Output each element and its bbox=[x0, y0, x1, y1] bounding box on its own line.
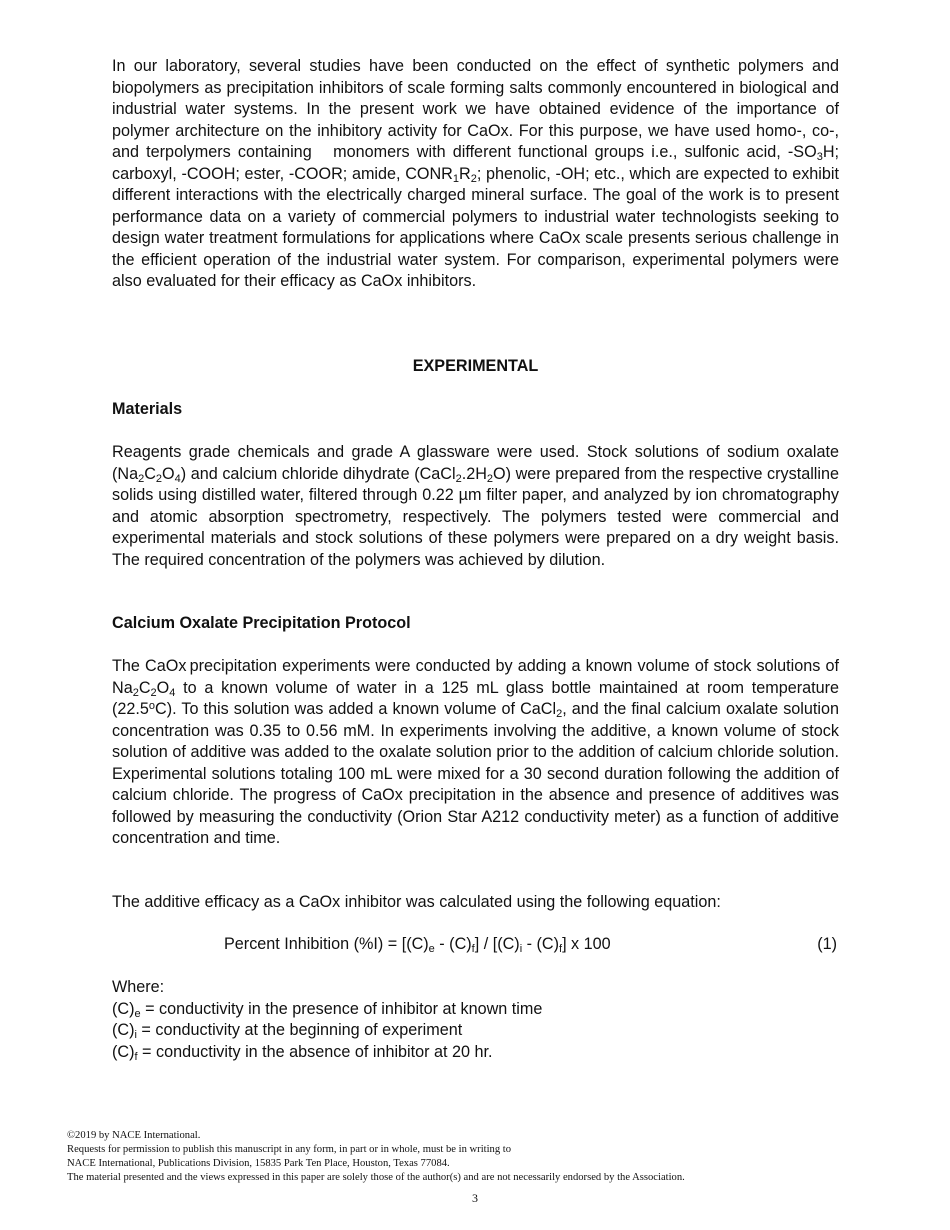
materials-text-1: Reagents grade chemicals and grade A glassware were used. Stock solutions of sodium oxalate (Na bbox=[112, 443, 839, 483]
definition-ce-sub: e bbox=[134, 1007, 141, 1020]
equation-sub-e: e bbox=[428, 942, 435, 955]
definition-ci-sub: i bbox=[134, 1028, 137, 1041]
intro-text-4: ; phenolic, -OH; etc., which are expected to exhibit different interactions with the electrically charged mineral surface. The goal of the work is to present performance data on a variety of commercial polymers to industrial water technologists seeking to design water treatment formulations for applications where CaOx scale presents serious challenge in the efficient operation of the industrial water system. For comparison, experimental polymers were also evaluated for their efficacy as CaOx inhibitors. bbox=[112, 164, 839, 290]
materials-text-3: O bbox=[162, 464, 175, 483]
intro-sub-2: 2 bbox=[470, 172, 477, 185]
materials-sub-1: 2 bbox=[138, 472, 145, 485]
materials-paragraph bbox=[112, 442, 839, 571]
equation-part-3: ] / [(C) bbox=[474, 935, 520, 953]
efficacy-sentence: The additive efficacy as a CaOx inhibitor was calculated using the following equation: bbox=[112, 893, 721, 911]
intro-paragraph bbox=[112, 56, 839, 293]
protocol-sub-1: 2 bbox=[132, 686, 139, 699]
definition-ce bbox=[112, 999, 542, 1021]
footer-disclaimer: The material presented and the views expressed in this paper are solely those of the author(s) and are not necessarily endorsed by the Association. bbox=[67, 1172, 685, 1183]
equation-number: (1) bbox=[817, 935, 837, 953]
definition-cf bbox=[112, 1042, 493, 1064]
footer-copyright: ©2019 by NACE International. bbox=[67, 1130, 201, 1141]
where-label: Where: bbox=[112, 978, 165, 996]
materials-text-4: ) and calcium chloride dihydrate (CaCl bbox=[180, 464, 456, 483]
equation-sub-i: i bbox=[519, 942, 523, 955]
materials-sub-2: 2 bbox=[155, 472, 163, 485]
protocol-text-5: C). To this solution was added a known volume of CaCl bbox=[155, 700, 557, 718]
footer-address: NACE International, Publications Division, 15835 Park Ten Place, Houston, Texas 77084. bbox=[67, 1158, 450, 1169]
protocol-heading: Calcium Oxalate Precipitation Protocol bbox=[112, 614, 411, 632]
protocol-text-6: , and the final calcium oxalate solution concentration was 0.35 to 0.56 mM. In experiments involving the additive, a known volume of stock solution of additive was added to the oxalate solution prior to the addition of calcium chloride solution. Experimental solutions totaling 100 mL were mixed for a 30 second duration following the addition of calcium chloride. The progress of CaOx precipitation in the absence and presence of additives was followed by measuring the conductivity (Orion Star A212 conductivity meter) as a function of additive concentration and time. bbox=[112, 700, 839, 847]
equation-part-2: - (C) bbox=[434, 935, 472, 953]
definition-cf-text: = conductivity in the absence of inhibitor at 20 hr. bbox=[137, 1043, 493, 1061]
intro-text-2: H; carboxyl, -COOH; ester, -COOR; amide, CONR bbox=[112, 143, 839, 183]
materials-text-6: O) were prepared from the respective crystalline solids using distilled water, filtered through 0.22 µm filter paper, and analyzed by ion chromatography and atomic absorption spectrometry, respectively. The polymers tested were commercial and experimental materials and stock solutions of these polymers were prepared on a dry weight basis. The required concentration of the polymers was achieved by dilution. bbox=[112, 464, 839, 569]
protocol-text-2: C bbox=[138, 678, 151, 697]
equation-part-4: - (C) bbox=[522, 935, 559, 953]
materials-sub-3: 4 bbox=[174, 472, 181, 485]
intro-text-1: In our laboratory, several studies have been conducted on the effect of synthetic polymers and biopolymers as precipitation inhibitors of scale forming salts commonly encountered in biological and industrial water systems. In the present work we have obtained evidence of the importance of polymer architecture on the inhibitory activity for CaOx. For this purpose, we have used homo-, co-, and terpolymers containing monomers with different functional groups i.e., sulfonic acid, -SO bbox=[112, 57, 839, 161]
equation-sub-f: f bbox=[471, 942, 475, 955]
protocol-sub-2: 2 bbox=[150, 686, 157, 699]
protocol-paragraph bbox=[112, 656, 839, 850]
protocol-text-1: The CaOx precipitation experiments were conducted by adding a known volume of stock solutions of Na bbox=[112, 657, 839, 697]
page-number: 3 bbox=[472, 1191, 478, 1205]
intro-sub-1: 1 bbox=[452, 172, 459, 185]
protocol-text-3: O bbox=[156, 678, 170, 697]
definition-ce-text: = conductivity in the presence of inhibitor at known time bbox=[140, 1000, 543, 1018]
materials-text-2: C bbox=[144, 464, 156, 483]
definition-ci-label: (C) bbox=[112, 1021, 135, 1039]
intro-sub-3: 3 bbox=[816, 150, 823, 163]
protocol-sub-4: 2 bbox=[556, 707, 563, 720]
footer-permission: Requests for permission to publish this manuscript in any form, in part or in whole, must be in writing to bbox=[67, 1144, 512, 1155]
definition-cf-label: (C) bbox=[112, 1043, 135, 1061]
equation-part-1: Percent Inhibition (%I) = [(C) bbox=[224, 935, 429, 953]
protocol-text-4: to a known volume of water in a 125 mL glass bottle maintained at room temperature (22.5 bbox=[112, 678, 839, 718]
intro-text-3: R bbox=[458, 164, 471, 183]
equation-line bbox=[112, 935, 839, 957]
definition-ci-text: = conductivity at the beginning of experiment bbox=[136, 1021, 463, 1039]
materials-heading: Materials bbox=[112, 400, 183, 418]
experimental-heading: EXPERIMENTAL bbox=[412, 357, 539, 375]
materials-text-5: .2H bbox=[461, 464, 487, 483]
equation-part-5: ] x 100 bbox=[562, 935, 611, 953]
protocol-sub-3: 4 bbox=[169, 686, 176, 699]
materials-sub-4: 2 bbox=[455, 472, 462, 485]
protocol-sup-degree: o bbox=[148, 700, 156, 713]
equation-sub-f2: f bbox=[559, 942, 563, 955]
definition-cf-sub: f bbox=[134, 1050, 138, 1063]
definition-ci bbox=[112, 1020, 462, 1042]
equation bbox=[224, 935, 611, 954]
definition-ce-label: (C) bbox=[112, 1000, 135, 1018]
materials-sub-5: 2 bbox=[486, 472, 494, 485]
